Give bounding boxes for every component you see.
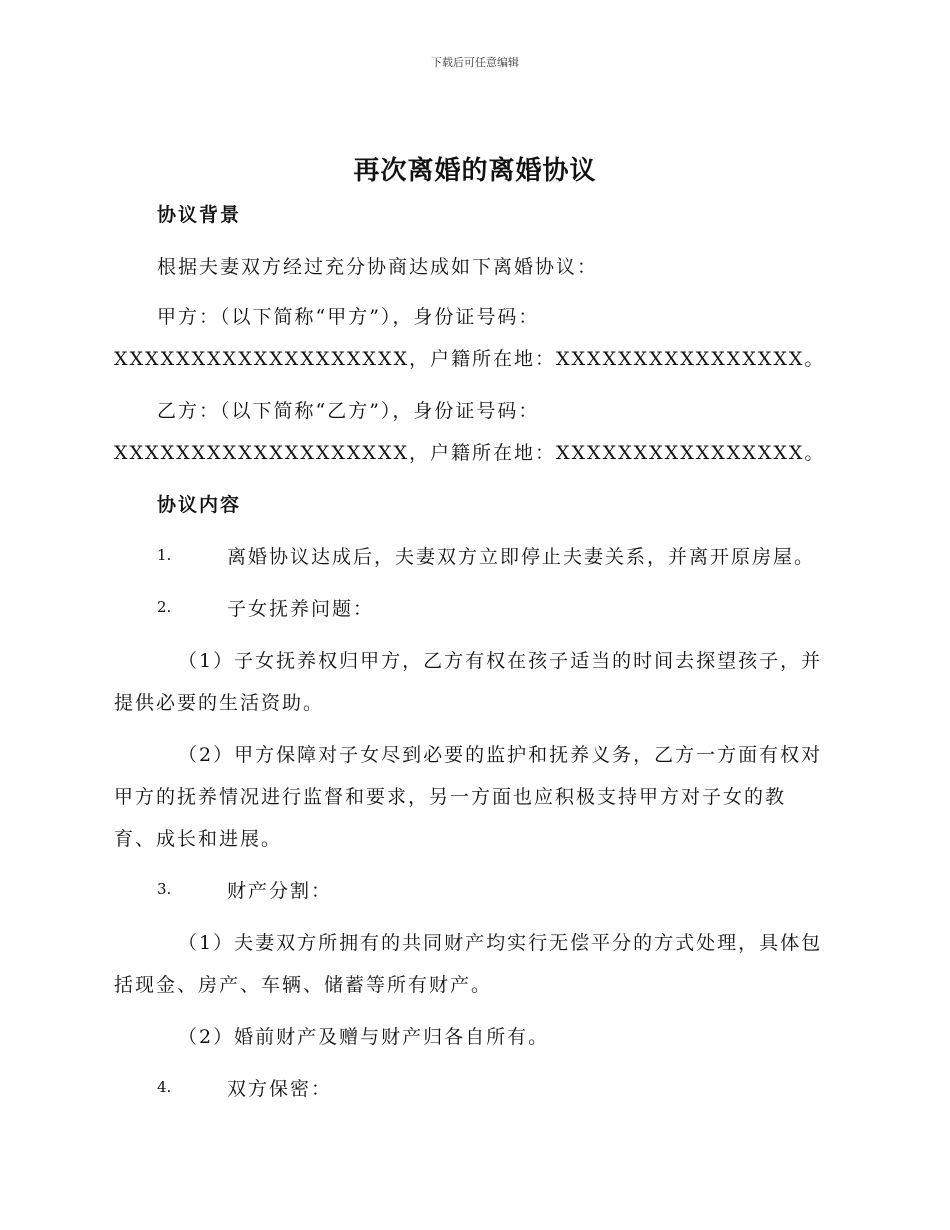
document-title: 再次离婚的离婚协议: [353, 156, 597, 186]
clause-line: （2）甲方保障对子女尽到必要的监护和抚养义务，乙方一方面有权对: [178, 744, 823, 766]
party-b-details: XXXXXXXXXXXXXXXXXXX，户籍所在地：XXXXXXXXXXXXXXXX。: [114, 442, 826, 464]
party-a-details: XXXXXXXXXXXXXXXXXXX，户籍所在地：XXXXXXXXXXXXXXXX。: [114, 348, 826, 370]
clause-line: 甲方的抚养情况进行监督和要求，另一方面也应积极支持甲方对子女的教: [114, 786, 787, 808]
party-b-line: 乙方：（以下简称“乙方”），身份证号码：: [157, 400, 540, 422]
item-number: 3.: [157, 880, 172, 898]
clause-line: （2）婚前财产及赠与财产归各自所有。: [178, 1026, 550, 1048]
section-heading-content: 协议内容: [157, 494, 242, 516]
section-heading-background: 协议背景: [157, 204, 242, 226]
clause-line: （1）子女抚养权归甲方，乙方有权在孩子适当的时间去探望孩子，并: [178, 650, 823, 672]
clause-line: 括现金、房产、车辆、储蓄等所有财产。: [114, 974, 493, 996]
clause-line: （1）夫妻双方所拥有的共同财产均实行无偿平分的方式处理，具体包: [178, 932, 823, 954]
item-text: 财产分割：: [227, 880, 333, 902]
item-text: 子女抚养问题：: [227, 598, 375, 620]
clause-line: 育、成长和进展。: [114, 828, 283, 850]
header-note: 下载后可任意编辑: [431, 56, 519, 69]
item-text: 离婚协议达成后，夫妻双方立即停止夫妻关系，并离开原房屋。: [227, 546, 816, 568]
item-text: 双方保密：: [227, 1078, 333, 1100]
item-number: 1.: [157, 546, 172, 564]
clause-line: 提供必要的生活资助。: [114, 692, 325, 714]
item-number: 2.: [157, 598, 172, 616]
party-a-line: 甲方：（以下简称“甲方”），身份证号码：: [157, 306, 540, 328]
intro-paragraph: 根据夫妻双方经过充分协商达成如下离婚协议：: [157, 256, 599, 278]
item-number: 4.: [157, 1078, 172, 1096]
